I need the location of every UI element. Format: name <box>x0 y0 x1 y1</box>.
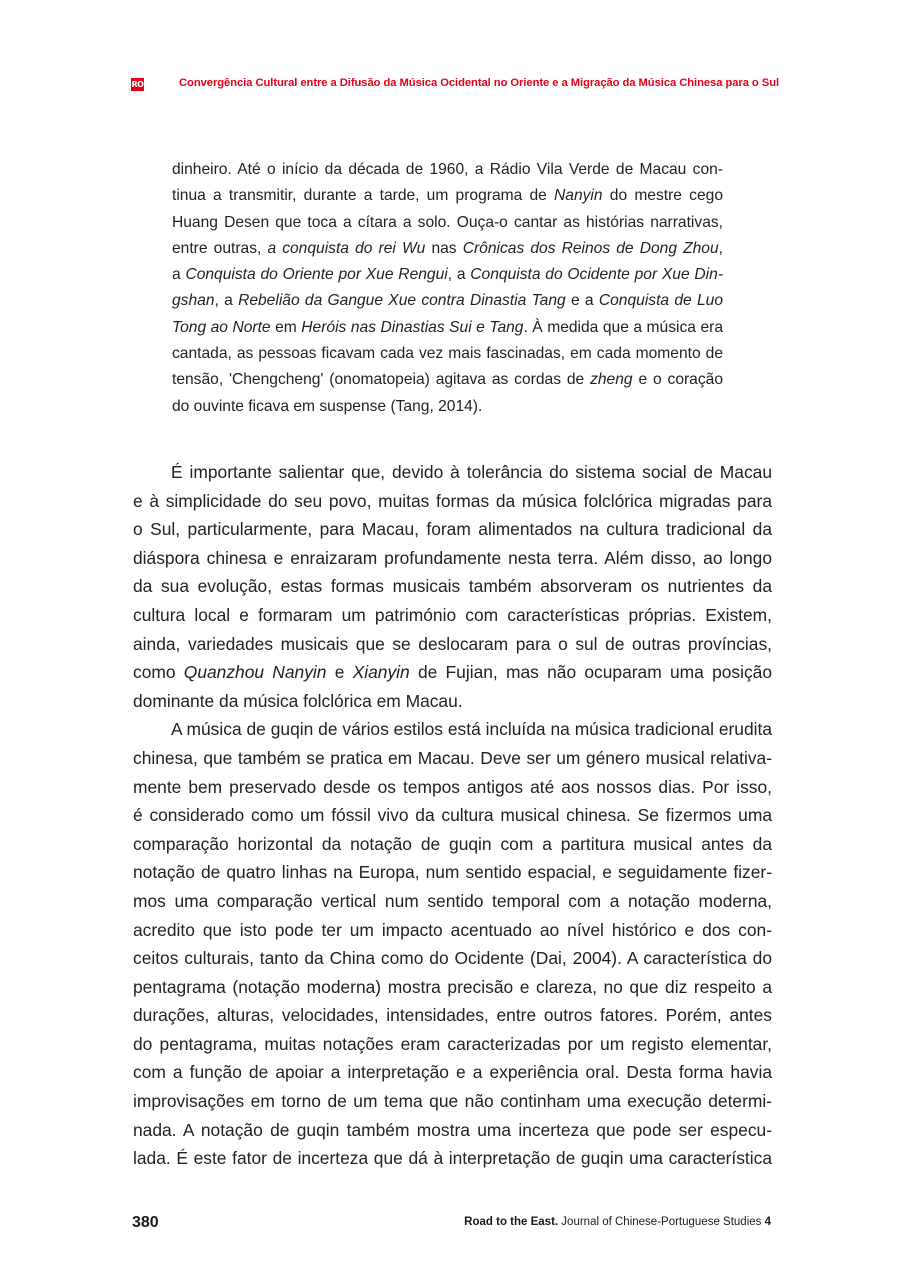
text-run: diáspora chinesa e enraizaram profundamente nesta terra. Além disso, ao longo <box>133 547 772 568</box>
journal-issue: 4 <box>764 1216 771 1228</box>
text-run: e <box>326 662 353 683</box>
body-line <box>133 687 772 716</box>
body-line <box>133 458 772 487</box>
italic-text: gshan <box>172 292 215 310</box>
text-run: tensão, 'Chengcheng' (onomatopeia) agitava as cordas de <box>172 371 591 389</box>
running-header <box>131 77 780 94</box>
body-line <box>133 715 772 744</box>
body-line <box>133 1144 772 1173</box>
text-run: de Fujian, mas não ocuparam uma posição <box>409 662 773 683</box>
text-run: ceitos culturais, tanto da China como do Ocidente (Dai, 2004). A característica do <box>133 948 772 969</box>
page-number: 380 <box>132 1214 159 1231</box>
body-line <box>133 1087 772 1116</box>
paragraph <box>133 458 772 715</box>
italic-text: Quanzhou Nanyin <box>183 662 327 683</box>
text-run: improvisações em torno de um tema que não continham uma execução determi- <box>133 1091 772 1112</box>
body-line <box>133 1001 772 1030</box>
body-line <box>133 572 772 601</box>
journal-title: Road to the East. <box>464 1216 559 1228</box>
quote-line <box>172 315 723 341</box>
body-line <box>133 773 772 802</box>
quote-line <box>172 367 723 393</box>
body-line <box>133 973 772 1002</box>
body-line <box>133 916 772 945</box>
text-run: lada. É este fator de incerteza que dá à interpretação de guqin uma característica <box>133 1148 772 1169</box>
text-run: cantada, as pessoas ficavam cada vez mais fascinadas, em cada momento de <box>172 345 723 363</box>
text-run: dinheiro. Até o início da década de 1960, a Rádio Vila Verde de Macau con- <box>172 161 723 178</box>
body-line <box>133 1030 772 1059</box>
body-line <box>133 630 772 659</box>
quote-line <box>172 341 723 367</box>
journal-subtitle: Journal of Chinese-Portuguese Studies <box>558 1216 765 1228</box>
italic-text: zheng <box>590 371 633 389</box>
text-run: mente bem preservado desde os tempos antigos até aos nossos dias. Por isso, <box>133 776 772 797</box>
quote-line <box>172 394 723 420</box>
paragraph <box>133 715 772 1173</box>
body-line <box>133 1058 772 1087</box>
text-run: e à simplicidade do seu povo, muitas formas da música folclórica migradas para <box>133 490 772 511</box>
italic-text: Conquista do Oriente por Xue Rengui <box>185 266 448 284</box>
text-run: acredito que isto pode ter um impacto acentuado ao nível histórico e dos con- <box>133 919 772 940</box>
quote-line <box>172 157 723 183</box>
italic-text: Conquista de Luo <box>598 292 724 310</box>
body-line <box>133 887 772 916</box>
text-run: notação de quatro linhas na Europa, num sentido espacial, e seguidamente fizer- <box>133 862 772 883</box>
italic-text: Heróis nas Dinastias Sui e Tang <box>301 318 524 336</box>
text-run: mos uma comparação vertical num sentido temporal com a notação moderna, <box>133 890 772 911</box>
journal-footer <box>464 1216 771 1228</box>
body-line <box>133 801 772 830</box>
text-run: em <box>270 318 302 336</box>
text-run: . À medida que a música era <box>523 318 723 336</box>
text-run: é considerado como um fóssil vivo da cultura musical chinesa. Se fizermos uma <box>133 805 772 826</box>
text-run: dominante da música folclórica em Macau. <box>133 690 463 711</box>
body-line <box>133 1116 772 1145</box>
text-run: comparação horizontal da notação de guqin com a partitura musical antes da <box>133 833 772 854</box>
text-run: e a <box>565 292 599 310</box>
text-run: Huang Desen que toca a cítara a solo. Ouça-o cantar as histórias narrativas, <box>172 213 723 231</box>
journal-logo-icon: RO <box>131 80 144 89</box>
italic-text: Xianyin <box>352 662 410 683</box>
text-run: durações, alturas, velocidades, intensidades, entre outros fatores. Porém, antes <box>133 1005 772 1026</box>
italic-text: Tong ao Norte <box>172 318 271 336</box>
text-run: , a <box>214 292 239 310</box>
text-run: como <box>133 662 184 683</box>
block-quote <box>172 157 723 420</box>
quote-line <box>172 210 723 236</box>
body-line <box>133 944 772 973</box>
body-line <box>133 487 772 516</box>
text-run: o Sul, particularmente, para Macau, foram alimentados na cultura tradicional da <box>133 519 772 540</box>
text-run: pentagrama (notação moderna) mostra precisão e clareza, no que diz respeito a <box>133 976 772 997</box>
text-run: , <box>718 239 723 257</box>
quote-line <box>172 183 723 209</box>
running-title: Convergência Cultural entre a Difusão da Música Ocidental no Oriente e a Migração da Música Chinesa para o Sul <box>179 77 780 89</box>
italic-text: a conquista do rei Wu <box>267 239 426 257</box>
text-run: entre outras, <box>172 239 268 257</box>
text-run: da sua evolução, estas formas musicais também absorveram os nutrientes da <box>133 576 772 597</box>
text-run: com a função de apoiar a interpretação e a experiência oral. Desta forma havia <box>133 1062 772 1083</box>
text-run: do pentagrama, muitas notações eram caracterizadas por um registo elementar, <box>133 1033 772 1054</box>
text-run: A música de guqin de vários estilos está incluída na música tradicional erudita <box>171 719 772 740</box>
italic-text: Nanyin <box>554 187 603 205</box>
text-run: do mestre cego <box>602 187 723 205</box>
quote-line <box>172 262 723 288</box>
text-run: chinesa, que também se pratica em Macau. Deve ser um género musical relativa- <box>133 747 772 768</box>
text-run: , a <box>447 266 471 284</box>
body-line <box>133 858 772 887</box>
body-line <box>133 744 772 773</box>
body-line <box>133 830 772 859</box>
text-run: do ouvinte ficava em suspense (Tang, 2014). <box>172 397 483 415</box>
text-run: tinua a transmitir, durante a tarde, um programa de <box>172 187 555 205</box>
quote-line <box>172 288 723 314</box>
text-run: ainda, variedades musicais que se deslocaram para o sul de outras províncias, <box>133 633 772 654</box>
italic-text: Crônicas dos Reinos de Dong Zhou <box>462 239 719 257</box>
text-run: nas <box>425 239 463 257</box>
body-text <box>133 458 772 1173</box>
body-line <box>133 515 772 544</box>
body-line <box>133 658 772 687</box>
quote-line <box>172 236 723 262</box>
body-line <box>133 601 772 630</box>
italic-text: Rebelião da Gangue Xue contra Dinastia Tang <box>238 292 566 310</box>
text-run: a <box>172 266 186 284</box>
text-run: É importante salientar que, devido à tolerância do sistema social de Macau <box>171 462 772 482</box>
text-run: e o coração <box>632 371 724 389</box>
text-run: nada. A notação de guqin também mostra uma incerteza que pode ser especu- <box>133 1119 772 1140</box>
text-run: cultura local e formaram um património com características próprias. Existem, <box>133 604 772 625</box>
italic-text: Conquista do Ocidente por Xue Din- <box>470 266 724 284</box>
body-line <box>133 544 772 573</box>
